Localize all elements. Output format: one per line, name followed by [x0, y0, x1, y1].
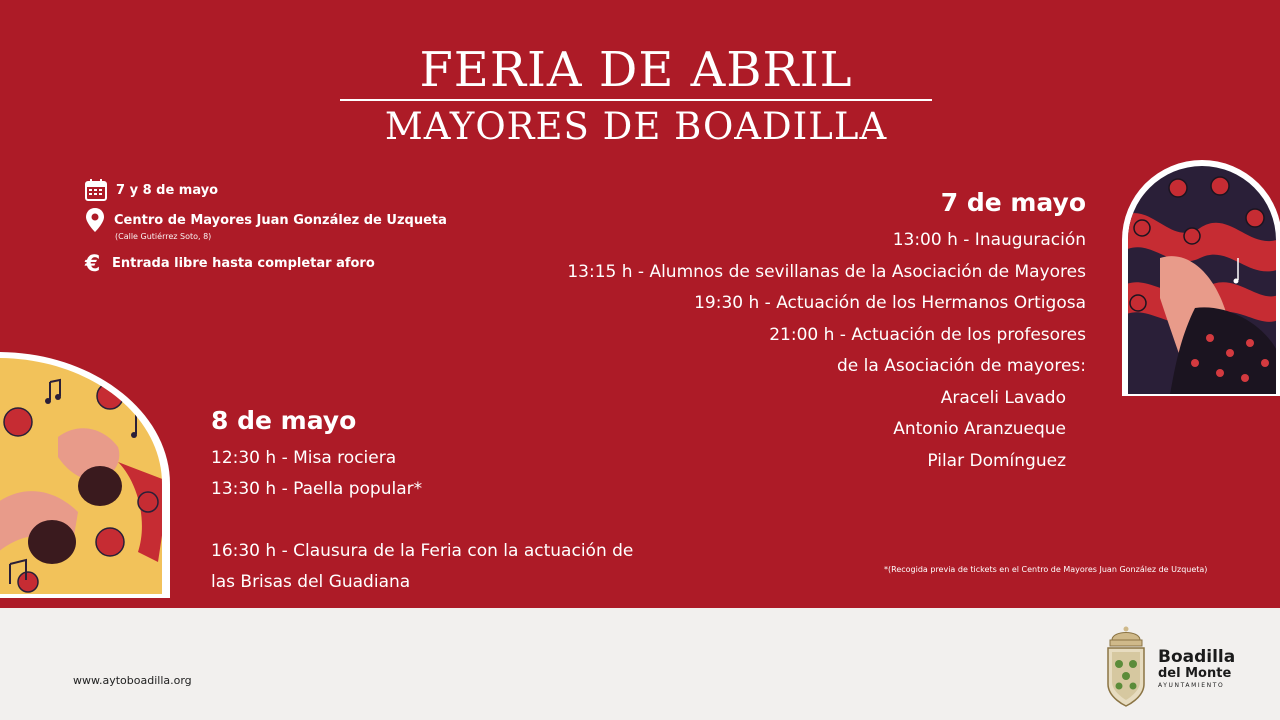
location-pin-icon: [84, 207, 106, 233]
performer-name: Antonio Aranzueque: [893, 419, 1066, 439]
event-address: (Calle Gutiérrez Soto, 8): [115, 232, 212, 241]
schedule-gap: [211, 505, 633, 536]
day-8-schedule: [211, 406, 633, 598]
event-date: 7 y 8 de mayo: [116, 182, 219, 198]
event-info: [84, 178, 447, 275]
schedule-line: 21:00 h - Actuación de los profesores: [769, 324, 1086, 345]
day-8-title: 8 de mayo: [211, 406, 357, 435]
day-7-schedule: [567, 188, 1086, 477]
logo-line-1: Boadilla: [1158, 647, 1236, 667]
schedule-line: de la Asociación de mayores:: [837, 356, 1086, 376]
logo-line-3: AYUNTAMIENTO: [1158, 682, 1225, 689]
performer-name: Pilar Domínguez: [927, 450, 1066, 471]
schedule-line: las Brisas del Guadiana: [211, 572, 411, 592]
coat-of-arms-icon: [1104, 626, 1148, 712]
event-place: Centro de Mayores Juan González de Uzqueta: [114, 212, 447, 228]
footer: [0, 608, 1280, 720]
website-link[interactable]: www.aytoboadilla.org: [73, 674, 192, 687]
performer-name: Araceli Lavado: [940, 387, 1066, 408]
schedule-line: 13:15 h - Alumnos de sevillanas de la Asociación de Mayores: [567, 261, 1086, 282]
event-entry: Entrada libre hasta completar aforo: [112, 255, 375, 271]
logo-text: [1158, 648, 1235, 690]
ticket-note: *(Recogida previa de tickets en el Centro de Mayores Juan González de Uzqueta): [884, 565, 1208, 574]
schedule-line: 16:30 h - Clausura de la Feria con la actuación de: [211, 541, 634, 561]
entry-row: [84, 251, 447, 275]
flamenco-dress-illustration: [1120, 158, 1280, 398]
municipality-logo: [1104, 626, 1235, 712]
logo-line-2: del Monte: [1158, 666, 1232, 681]
title-divider: [340, 99, 932, 101]
place-row: [84, 208, 447, 232]
calendar-icon: [84, 178, 108, 202]
performer-names: [567, 383, 1086, 478]
schedule-line: 13:30 h - Paella popular*: [211, 479, 423, 499]
euro-icon: [84, 251, 104, 275]
schedule-line: 19:30 h - Actuación de los Hermanos Ortigosa: [694, 293, 1086, 313]
date-row: [84, 178, 447, 202]
title-line-2: MAYORES DE BOADILLA: [384, 105, 888, 148]
page-title: [340, 42, 932, 147]
day-7-title: 7 de mayo: [940, 188, 1086, 217]
castanets-illustration: [0, 352, 170, 598]
schedule-line: 12:30 h - Misa rociera: [211, 448, 397, 468]
svg-text:€: €: [85, 252, 101, 275]
schedule-line: 13:00 h - Inauguración: [892, 230, 1086, 250]
title-line-1: FERIA DE ABRIL: [419, 42, 853, 98]
